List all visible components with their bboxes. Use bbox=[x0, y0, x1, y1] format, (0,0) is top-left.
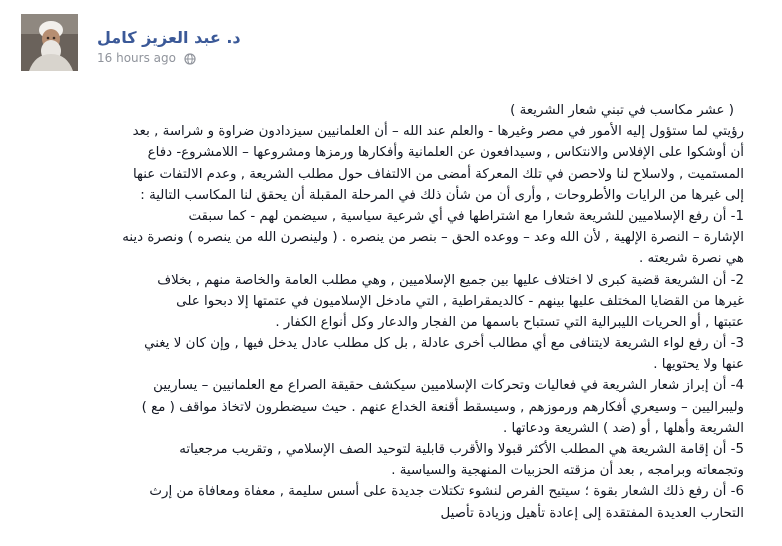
post-line: 6- أن رفع ذلك الشعار بقوة ؛ سيتيح الفرص لنشوء تكتلات جديدة على أسس سليمة , معفاة ومعافاة من إرث bbox=[149, 484, 744, 500]
post-header bbox=[0, 0, 782, 90]
post-line: هي نصرة شريعته . bbox=[638, 251, 744, 267]
author-avatar[interactable] bbox=[21, 14, 78, 71]
post-line: عنها ولا يحتويها . bbox=[653, 357, 744, 373]
timestamp-text[interactable]: 16 hours ago bbox=[97, 51, 176, 65]
post-line: رؤيتي لما ستؤول إليه الأمور في مصر وغيرها - والعلم عند الله – أن العلمانيين سيزدادون ضراوة و شراسة , بعد bbox=[132, 124, 744, 140]
post-line: 5- أن إقامة الشريعة هي المطلب الأكثر قبولا والأقرب قابلية لتوحيد الصف الإسلامي , وتقريب مرجعياته bbox=[179, 442, 744, 457]
post-line: الإشارة – النصرة الإلهية , لأن الله وعد – ووعده الحق – بنصر من ينصره . ( ولينصرن الله من ينصره ) ونصرة دينه bbox=[122, 230, 744, 246]
avatar-portrait-icon bbox=[21, 14, 78, 71]
author-name[interactable]: د. عبد العزيز كامل bbox=[97, 28, 241, 47]
post-line: غيرها من القضايا المختلف عليها بينهم - كالديمقراطية , التي مادخل الإسلاميون في عتمتها إلا دبحوا على bbox=[176, 293, 744, 309]
post-line: وتجمعاته وبرامجه , بعد أن مزقته الحزبيات المنهجية والسياسية . bbox=[391, 463, 744, 479]
post-line: المستميت , ولاسلاح لنا ولاحصن في تلك المعركة أمضى من الالتفاف حول مطلب الشريعة , وعدم الالتفات عنها bbox=[132, 166, 744, 182]
post-timestamp[interactable] bbox=[97, 51, 196, 65]
post-line: 3- أن رفع لواء الشريعة لايتنافى مع أي مطالب أخرى عادلة , بل كل مطلب عادل يدخل فيها , وإن كان لا يغني bbox=[144, 336, 744, 352]
post-line: عتبتها , أو الحريات الليبرالية التي تستباح باسمها من الفجار والدعار وكل أنواع الكفار . bbox=[275, 314, 744, 330]
post-line: 1- أن رفع الإسلاميين للشريعة شعارا مع اشتراطها في أي شرعية سياسية , سيضمن لهم - كما سبقت bbox=[188, 208, 744, 224]
post-line: الشريعة وأهلها , أو (ضد ) الشريعة ودعاتها . bbox=[502, 420, 744, 436]
post-line: 2- أن الشريعة قضية كبرى لا اختلاف عليها بين جميع الإسلاميين , وهي مطلب العامة والخاصة منهم , بخلاف bbox=[157, 272, 744, 288]
post-line: وليبراليين – وسيعري أفكارهم ورموزهم , وسيسقط أقنعة الخداع عنهم . حيث سيضطرون لاتخاذ مواقف ( مع ) bbox=[141, 399, 744, 415]
globe-privacy-icon[interactable] bbox=[184, 53, 196, 65]
post-line: إلى غيرها من الرايات والأطروحات , وأرى أن من شأن ذلك في المرحلة المقبلة أن يحقق لنا المكاسب التالية : bbox=[140, 187, 744, 203]
post-title-line: ( عشر مكاسب في تبني شعار الشريعة ) bbox=[510, 103, 734, 118]
post-body bbox=[18, 100, 744, 524]
post-line: 4- أن إبراز شعار الشريعة في فعاليات وتحركات الإسلاميين سيكشف حقيقة الصراع مع العلمانيين – يساريين bbox=[153, 378, 744, 394]
post-line: التحارب العديدة المفتقدة إلى إعادة تأهيل وزيادة تأصيل bbox=[440, 505, 744, 521]
post-line: أن أوشكوا على الإفلاس والانتكاس , وسيدافعون عن العلمانية وأفكارها ورمزها ومشروعها – اللامشروع- دفاع bbox=[147, 145, 744, 161]
